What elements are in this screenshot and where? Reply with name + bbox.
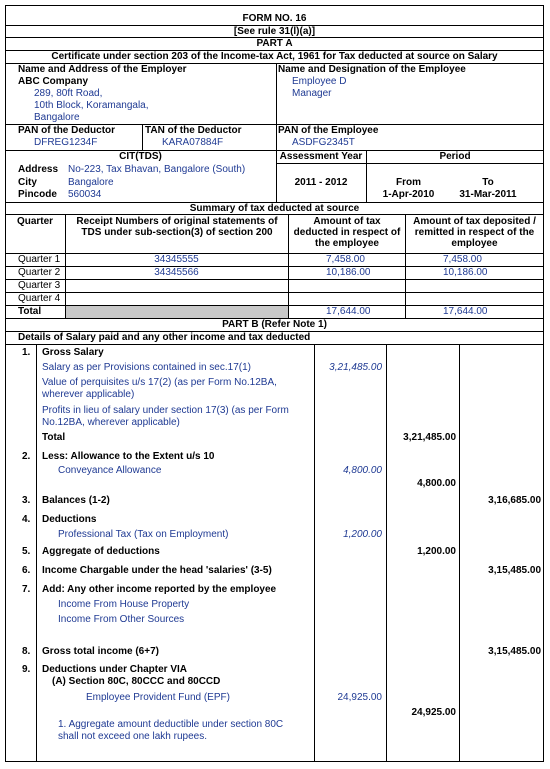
tan-deductor-value: KARA07884F [162,137,224,148]
item-number: 5. [22,546,31,557]
gross-total-income-label: Gross total income (6+7) [42,646,159,657]
cit-heading: CIT(TDS) [119,151,162,162]
employer-address-line: 289, 80ft Road, [34,88,103,99]
aggregate-value: 1,200.00 [417,546,456,557]
aggregate-label: Aggregate of deductions [42,546,160,557]
employee-designation: Manager [292,88,332,99]
shaded-cell [66,306,288,318]
professional-tax-label: Professional Tax (Tax on Employment) [58,529,229,540]
deductions-label: Deductions [42,514,97,525]
table-row-receipt: 34345555 [154,254,199,265]
perquisites-label-2: wherever applicable) [42,389,135,400]
period-to-value: 31-Mar-2011 [459,189,517,200]
gross-salary-total-value: 3,21,485.00 [403,432,456,443]
divider [5,214,544,215]
table-row-receipt: 34345566 [154,267,199,278]
summary-total-deposited: 17,644.00 [443,306,488,317]
item-number: 8. [22,646,31,657]
table-row-deposited: 10,186.00 [443,267,488,278]
epf-value: 24,925.00 [337,692,382,703]
profits-label-2: No.12BA, wherever applicable) [42,417,180,428]
divider [405,214,406,318]
item-number: 4. [22,514,31,525]
salary-17-1-value: 3,21,485.00 [329,362,382,373]
part-b-details: Details of Salary paid and any other income and tax deducted [18,332,311,343]
cit-city-label: City [18,177,37,188]
divider [65,214,66,318]
cit-pincode-value: 560034 [68,189,102,200]
note-80c-line-2: shall not exceed one lakh rupees. [58,731,207,742]
table-row-deducted: 10,186.00 [326,267,371,278]
pan-deductor-label: PAN of the Deductor [18,125,116,136]
cit-address-value: No-223, Tax Bhavan, Bangalore (South) [68,164,246,175]
epf-label: Employee Provident Fund (EPF) [86,692,230,703]
item-number: 3. [22,495,31,506]
pan-deductor-value: DFREG1234F [34,137,98,148]
divider [459,344,460,762]
assessment-year-heading: Assessment Year [279,151,363,162]
employee-heading: Name and Designation of the Employee [278,64,466,75]
conveyance-label: Conveyance Allowance [58,465,162,476]
perquisites-label: Value of perquisites u/s 17(2) (as per Form No.12BA, [42,377,277,388]
pan-employee-label: PAN of the Employee [278,125,379,136]
form-number: FORM NO. 16 [242,13,307,24]
col-deducted-header: Amount of tax deducted in respect of the employee [293,216,401,249]
part-a-title: PART A [256,38,293,49]
col-receipt-header: Receipt Numbers of original statements of TDS under sub-section(3) of section 200 [76,216,278,238]
table-row-deducted: 7,458.00 [326,254,365,265]
house-property-label: Income From House Property [58,599,190,610]
less-allowance-label: Less: Allowance to the Extent u/s 10 [42,451,215,462]
divider [5,279,544,280]
summary-heading: Summary of tax deducted at source [189,203,360,214]
divider [276,163,544,164]
item-number: 7. [22,584,31,595]
table-row-deposited: 7,458.00 [443,254,482,265]
conveyance-value: 4,800.00 [343,465,382,476]
cit-pincode-label: Pincode [18,189,57,200]
other-sources-label: Income From Other Sources [58,614,185,625]
divider [5,344,544,345]
chapter-via-label: Deductions under Chapter VIA [42,664,188,675]
table-row-quarter: Quarter 3 [18,280,61,291]
gross-salary-label: Gross Salary [42,347,104,358]
profits-label: Profits in lieu of salary under section 17(3) (as per Form [42,405,289,416]
employer-address-line: Bangalore [34,112,80,123]
assessment-year-value: 2011 - 2012 [294,177,348,188]
chargable-income-value: 3,15,485.00 [488,565,541,576]
cit-address-label: Address [18,164,59,175]
employer-heading: Name and Address of the Employer [18,64,187,75]
employee-name: Employee D [292,76,347,87]
table-row-quarter: Quarter 2 [18,267,61,278]
divider [36,344,37,762]
gross-total-income-value: 3,15,485.00 [488,646,541,657]
divider [288,214,289,318]
other-income-label: Add: Any other income reported by the employee [42,584,277,595]
period-to-label: To [482,177,494,188]
employer-address-line: 10th Block, Koramangala, [34,100,149,111]
divider [386,344,387,762]
divider [314,344,315,762]
item-number: 6. [22,565,31,576]
item-number: 1. [22,347,31,358]
section-80c-label: (A) Section 80C, 80CCC and 80CCD [52,676,221,687]
period-from-value: 1-Apr-2010 [382,189,435,200]
pan-employee-value: ASDFG2345T [292,137,355,148]
gross-total-label: Total [42,432,66,443]
chargable-income-label: Income Chargable under the head 'salaries' (3-5) [42,565,272,576]
col-deposited-header: Amount of tax deposited / remitted in respect of the employee [413,216,536,249]
divider [5,292,544,293]
table-row-quarter: Quarter 1 [18,254,61,265]
rule-reference: [See rule 31(l)(a)] [233,26,316,37]
note-80c-line: 1. Aggregate amount deductible under section 80C [58,719,284,730]
summary-total-label: Total [18,306,42,317]
allowance-total-value: 4,800.00 [417,478,456,489]
divider [142,124,143,150]
period-from-label: From [396,177,421,188]
cit-city-value: Bangalore [68,177,114,188]
balances-label: Balances (1-2) [42,495,110,506]
certificate-title: Certificate under section 203 of the Income-tax Act, 1961 for Tax deducted at source on Salary [51,51,498,62]
summary-total-deducted: 17,644.00 [326,306,371,317]
item-number: 2. [22,451,31,462]
part-b-title: PART B (Refer Note 1) [222,319,327,330]
col-quarter-header: Quarter [16,216,54,227]
tan-deductor-label: TAN of the Deductor [145,125,242,136]
period-heading: Period [439,151,471,162]
employer-name: ABC Company [18,76,89,87]
balances-value: 3,16,685.00 [488,495,541,506]
epf-total-value: 24,925.00 [411,707,456,718]
item-number: 9. [22,664,31,675]
salary-17-1-label: Salary as per Provisions contained in sec.17(1) [42,362,251,373]
professional-tax-value: 1,200.00 [343,529,382,540]
table-row-quarter: Quarter 4 [18,293,61,304]
